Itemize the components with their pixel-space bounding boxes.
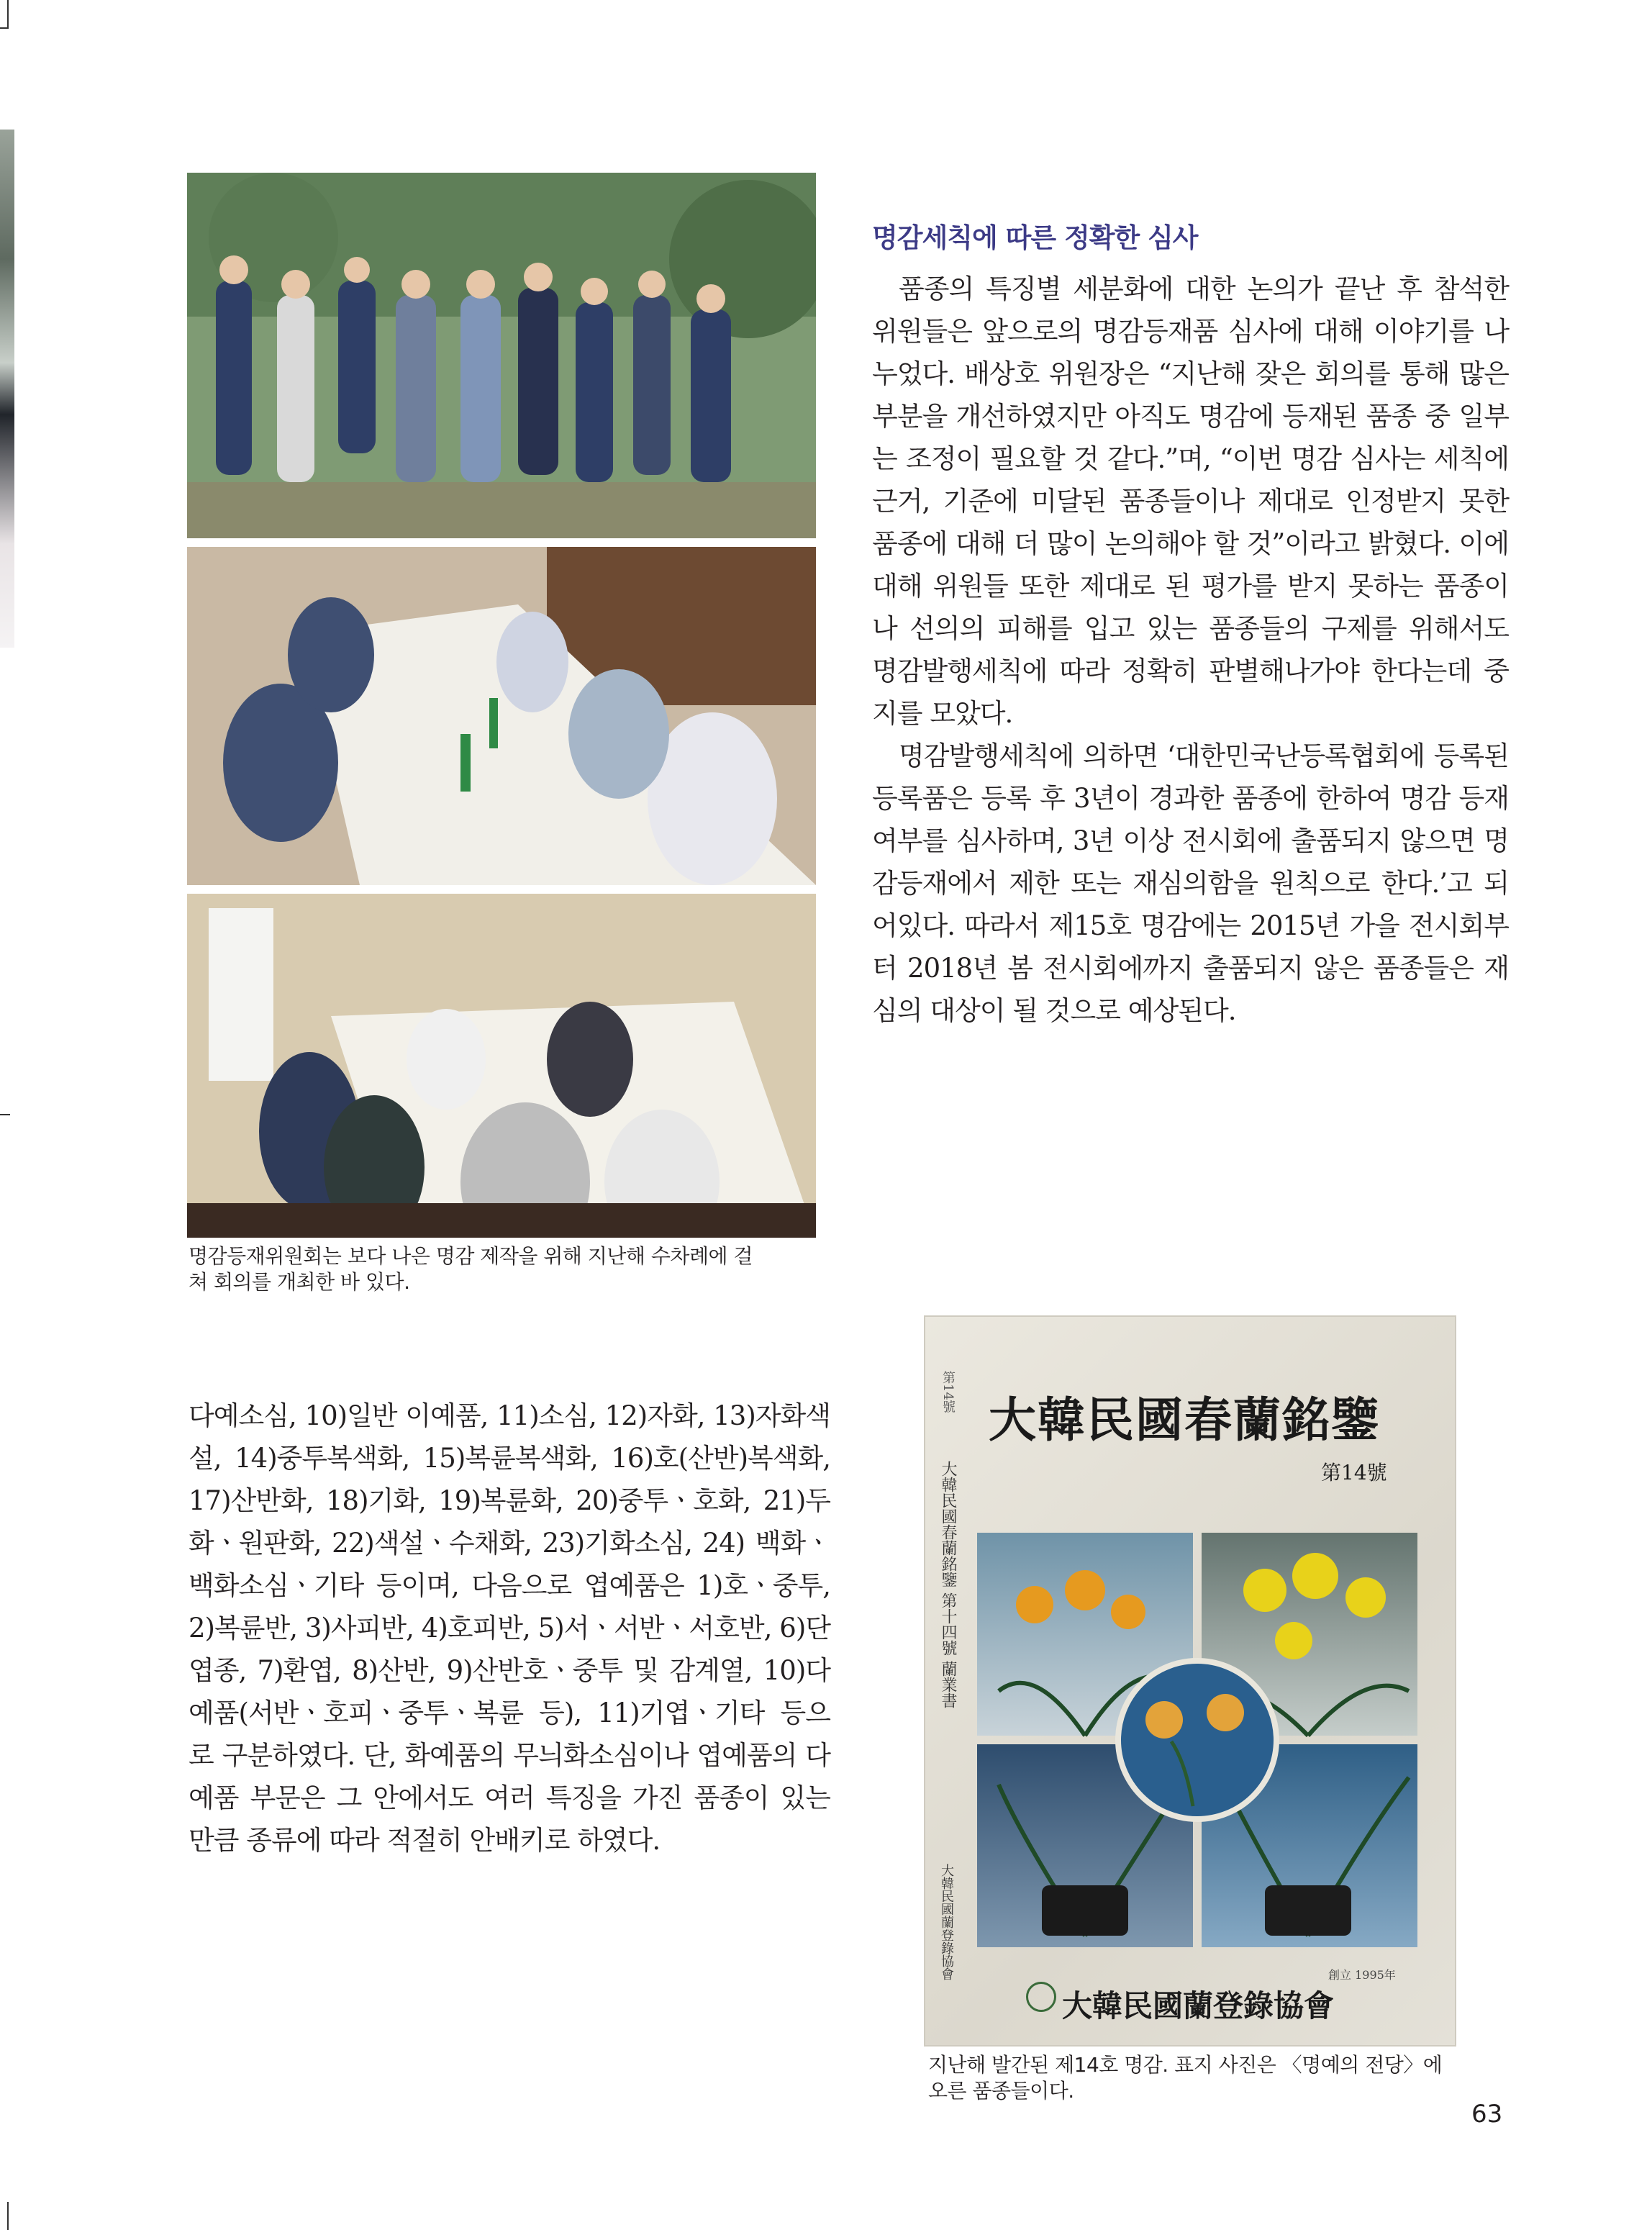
section-title: 명감세칙에 따른 정확한 심사	[872, 222, 1198, 253]
meeting-photo	[187, 894, 816, 1238]
caption-line: 오른 품종들이다.	[928, 2079, 1074, 2103]
page-number: 63	[1471, 2100, 1503, 2129]
group-photo	[187, 173, 816, 538]
cover-spine-issue: 第14號	[940, 1371, 956, 1413]
caption-line: 지난해 발간된 제14호 명감. 표지 사진은 〈명예의 전당〉에	[928, 2053, 1443, 2077]
cover-issue: 第14號	[1321, 1461, 1387, 1485]
right-body-text	[872, 268, 1509, 1032]
association-logo-icon	[1026, 1982, 1056, 2012]
trim-mark	[0, 1114, 10, 1115]
cover-vertical-title: 大韓民國春蘭銘鑒 第十四號 蘭業書	[939, 1461, 957, 1708]
cover-caption	[928, 2052, 1504, 2104]
cover-established: 創立 1995年	[1328, 1968, 1396, 1982]
photo-caption	[189, 1243, 822, 1295]
cover-vertical-association: 大韓民國蘭登錄協會	[939, 1864, 954, 1980]
book-cover-image	[925, 1317, 1455, 2045]
body-paragraph: 품종의 특징별 세분화에 대한 논의가 끝난 후 참석한 위원들은 앞으로의 명감등재품 심사에 대해 이야기를 나누었다. 배상호 위원장은 “지난해 잦은 회의를 통해 많은 부분을 개선하였지만 아직도 명감에 등재된 품종 중 일부는 조정이 필요할 것 같다.”며, “이번 명감 심사는 세칙에 근거, 기준에 미달된 품종들이나 제대로 인정받지 못한 품종에 대해 더 많이 논의해야 할 것”이라고 밝혔다. 이에 대해 위원들 또한 제대로 된 평가를 받지 못하는 품종이나 선의의 피해를 입고 있는 품종들의 구제를 위해서도 명감발행세칙에 따라 정확히 판별해나가야 한다는데 중지를 모았다.	[872, 273, 1510, 729]
trim-mark	[0, 27, 9, 29]
caption-line: 명감등재위원회는 보다 나은 명감 제작을 위해 지난해 수차례에 걸	[189, 1244, 753, 1268]
orchid-photo-grid	[977, 1533, 1417, 1947]
trim-mark	[7, 0, 9, 27]
trim-mark	[7, 2202, 9, 2230]
body-paragraph: 명감발행세칙에 의하면 ‘대한민국난등록협회에 등록된 등록품은 등록 후 3년이 경과한 품종에 한하여 명감 등재 여부를 심사하며, 3년 이상 전시회에 출품되지 않으면 명감등재에서 제한 또는 재심의함을 원칙으로 한다.’고 되어있다. 따라서 제15호 명감에는 2015년 가을 전시회부터 2018년 봄 전시회에까지 출품되지 않은 품종들은 재심의 대상이 될 것으로 예상된다.	[872, 740, 1509, 1026]
cover-title: 大韓民國春蘭銘鑒	[989, 1392, 1380, 1448]
previous-page-bleed	[0, 130, 14, 648]
body-paragraph: 다예소심, 10)일반 이예품, 11)소심, 12)자화, 13)자화색설, 14)중투복색화, 15)복륜복색화, 16)호(산반)복색화, 17)산반화, 18)기화, 19)복륜화, 20)중투ㆍ호화, 21)두화ㆍ원판화, 22)색설ㆍ수채화, 23)기화소심, 24) 백화ㆍ백화소심ㆍ기타 등이며, 다음으로 엽예품은 1)호ㆍ중투, 2)복륜반, 3)사피반, 4)호피반, 5)서ㆍ서반ㆍ서호반, 6)단엽종, 7)환엽, 8)산반, 9)산반호ㆍ중투 및 감계열, 10)다예품(서반ㆍ호피ㆍ중투ㆍ복륜 등), 11)기엽ㆍ기타 등으로 구분하였다. 단, 화예품의 무늬화소심이나 엽예품의 다예품 부문은 그 안에서도 여러 특징을 가진 품종이 있는 만큼 종류에 따라 적절히 안배키로 하였다.	[189, 1400, 830, 1856]
left-body-text	[189, 1395, 830, 1862]
cover-association-name: 大韓民國蘭登錄協會	[1062, 1988, 1335, 2023]
meeting-photo	[187, 547, 816, 885]
caption-line: 쳐 회의를 개최한 바 있다.	[189, 1270, 410, 1294]
